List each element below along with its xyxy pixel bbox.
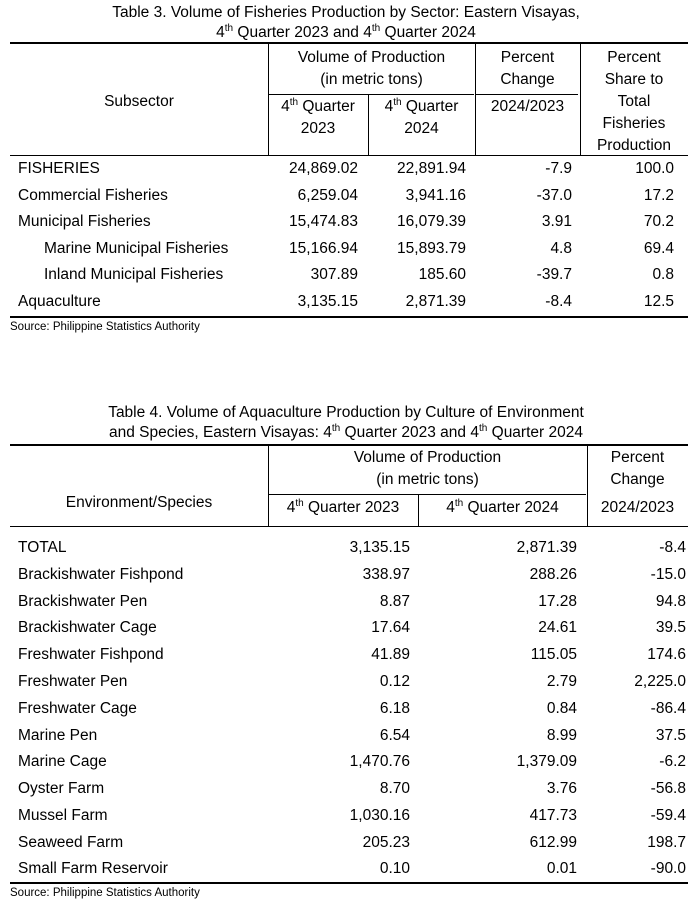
table3-row-q2024: 3,941.16	[405, 187, 466, 204]
table4-row-q2024: 0.01	[546, 860, 577, 877]
table3-header-q4-2024: 4th Quarter 2024	[384, 96, 459, 137]
table3-title-line1: Table 3. Volume of Fisheries Production by Sector: Eastern Visayas,	[112, 4, 580, 21]
table4-header-percent-change: Percent Change	[610, 449, 665, 488]
table3-row-label: Aquaculture	[18, 293, 101, 310]
table4-source-note: Source: Philippine Statistics Authority	[10, 887, 200, 899]
table4-row-q2023: 8.87	[379, 593, 410, 610]
table3-row-label: Commercial Fisheries	[18, 187, 168, 204]
table3-row-q2023: 3,135.15	[297, 293, 358, 310]
table3-change-underline	[476, 94, 578, 95]
table3-header-volume: Volume of Production (in metric tons)	[297, 49, 446, 88]
table3-row-q2024: 2,871.39	[405, 293, 466, 310]
table4-row-label: Freshwater Cage	[18, 700, 137, 717]
table3-row-q2023: 6,259.04	[297, 187, 358, 204]
table4-row-q2024: 2,871.39	[516, 539, 577, 556]
table4-row-q2024: 17.28	[538, 593, 577, 610]
table4-row-q2024: 8.99	[546, 727, 577, 744]
table3-volume-underline	[268, 94, 474, 95]
table4-row-label: Freshwater Pen	[18, 673, 128, 690]
table3-top-rule	[10, 42, 688, 44]
table4-header-q4-2024: 4th Quarter 2024	[446, 497, 559, 516]
table3-title-line2: 4th Quarter 2023 and 4th Quarter 2024	[216, 22, 476, 41]
table3-row-label: Municipal Fisheries	[18, 213, 151, 230]
table3-row-change: -39.7	[536, 266, 572, 283]
table3-title	[0, 3, 692, 43]
table4-row-q2023: 205.23	[362, 834, 410, 851]
table4-row-change: 37.5	[655, 727, 686, 744]
table4-row-label: Marine Pen	[18, 727, 98, 744]
table4-row-q2023: 1,470.76	[349, 753, 410, 770]
table3-row-change: -37.0	[536, 187, 572, 204]
table4-row-change: -6.2	[659, 753, 686, 770]
table4-header-volume: Volume of Production (in metric tons)	[353, 449, 502, 488]
table4-row-label: Marine Cage	[18, 753, 107, 770]
table4-row-change: -90.0	[650, 860, 686, 877]
table3-row-share: 12.5	[643, 293, 674, 310]
table3-row-share: 69.4	[643, 240, 674, 257]
table3-row-change: -7.9	[545, 160, 572, 177]
table4-row-q2024: 417.73	[529, 807, 577, 824]
table4-row-q2023: 3,135.15	[349, 539, 410, 556]
table4-row-q2024: 115.05	[530, 646, 577, 663]
table4-row-q2023: 0.12	[379, 673, 410, 690]
table3-header-percent-share: Percent Share to Total Fisheries Production	[596, 49, 672, 154]
table3-row-label: FISHERIES	[18, 160, 100, 177]
table4-row-label: Brackishwater Cage	[18, 619, 157, 636]
table4-row-q2024: 2.79	[546, 673, 577, 690]
table3-row-share: 17.2	[643, 187, 674, 204]
table4-row-change: -15.0	[650, 566, 686, 583]
table4-row-change: -56.8	[650, 780, 686, 797]
table4-row-change: -8.4	[659, 539, 686, 556]
table3-header-percent-change: Percent Change	[500, 49, 555, 88]
table4-row-label: TOTAL	[18, 539, 67, 556]
table3-row-share: 0.8	[652, 266, 674, 283]
table4-title	[0, 403, 692, 443]
table4-row-label: Small Farm Reservoir	[18, 860, 168, 877]
table4-row-q2023: 0.10	[379, 860, 410, 877]
table4-row-q2023: 6.54	[379, 727, 410, 744]
table3-row-change: 4.8	[550, 240, 572, 257]
table4-row-label: Mussel Farm	[18, 807, 108, 824]
table4-title-line2: and Species, Eastern Visayas: 4th Quarter 2023 and 4th Quarter 2024	[109, 422, 583, 441]
table4-header-q4-2023: 4th Quarter 2023	[286, 497, 400, 516]
table4-row-change: -59.4	[650, 807, 686, 824]
table4-row-change: 94.8	[655, 593, 686, 610]
table3-row-label: Inland Municipal Fisheries	[44, 266, 224, 283]
table4-row-q2024: 1,379.09	[516, 753, 577, 770]
table4-row-label: Brackishwater Pen	[18, 593, 148, 610]
table3-source-note: Source: Philippine Statistics Authority	[10, 321, 200, 333]
table3-row-q2023: 15,474.83	[289, 213, 358, 230]
table3-row-q2024: 15,893.79	[397, 240, 466, 257]
table4-row-change: 174.6	[647, 646, 686, 663]
table3-row-share: 70.2	[643, 213, 674, 230]
table3-bottom-rule	[10, 316, 688, 318]
table4-row-label: Oyster Farm	[18, 780, 105, 797]
table4-row-q2024: 612.99	[529, 834, 577, 851]
table3-row-q2023: 24,869.02	[289, 160, 358, 177]
table4-row-change: 2,225.0	[634, 673, 686, 690]
table4-header-change-period: 2024/2023	[600, 499, 675, 516]
table3-row-q2024: 185.60	[418, 266, 466, 283]
table4-header-rule	[10, 526, 688, 527]
table3-row-share: 100.0	[635, 160, 674, 177]
table4-row-q2024: 3.76	[546, 780, 577, 797]
table3-row-q2023: 15,166.94	[289, 240, 358, 257]
table3-row-change: -8.4	[545, 293, 572, 310]
table4-row-q2023: 6.18	[379, 700, 410, 717]
table4-row-q2023: 8.70	[379, 780, 410, 797]
table4-row-label: Freshwater Fishpond	[18, 646, 164, 663]
table4-row-q2023: 41.89	[371, 646, 410, 663]
table3-row-label: Marine Municipal Fisheries	[44, 240, 229, 257]
table3-header-subsector: Subsector	[104, 93, 174, 110]
table4-row-q2023: 17.64	[371, 619, 410, 636]
table3-row-q2024: 16,079.39	[397, 213, 466, 230]
table4-row-q2024: 288.26	[529, 566, 577, 583]
table4-row-q2024: 24.61	[538, 619, 577, 636]
table4-row-change: 39.5	[655, 619, 686, 636]
table4-title-line1: Table 4. Volume of Aquaculture Production by Culture of Environment	[108, 404, 584, 421]
table3-row-q2024: 22,891.94	[397, 160, 466, 177]
table4-row-label: Brackishwater Fishpond	[18, 566, 184, 583]
table3-row-change: 3.91	[541, 213, 572, 230]
table4-row-q2023: 1,030.16	[349, 807, 410, 824]
table3-header-q4-2023: 4th Quarter 2023	[281, 96, 355, 137]
table4-row-label: Seaweed Farm	[18, 834, 124, 851]
table4-volume-underline	[268, 494, 586, 495]
table3-row-q2023: 307.89	[310, 266, 358, 283]
table4-bottom-rule	[10, 882, 688, 884]
table4-row-change: 198.7	[647, 834, 686, 851]
table4-row-change: -86.4	[650, 700, 686, 717]
table4-row-q2023: 338.97	[362, 566, 410, 583]
table4-header-env-species: Environment/Species	[65, 494, 213, 511]
table3-header-change-period: 2024/2023	[490, 98, 565, 115]
table4-row-q2024: 0.84	[546, 700, 577, 717]
